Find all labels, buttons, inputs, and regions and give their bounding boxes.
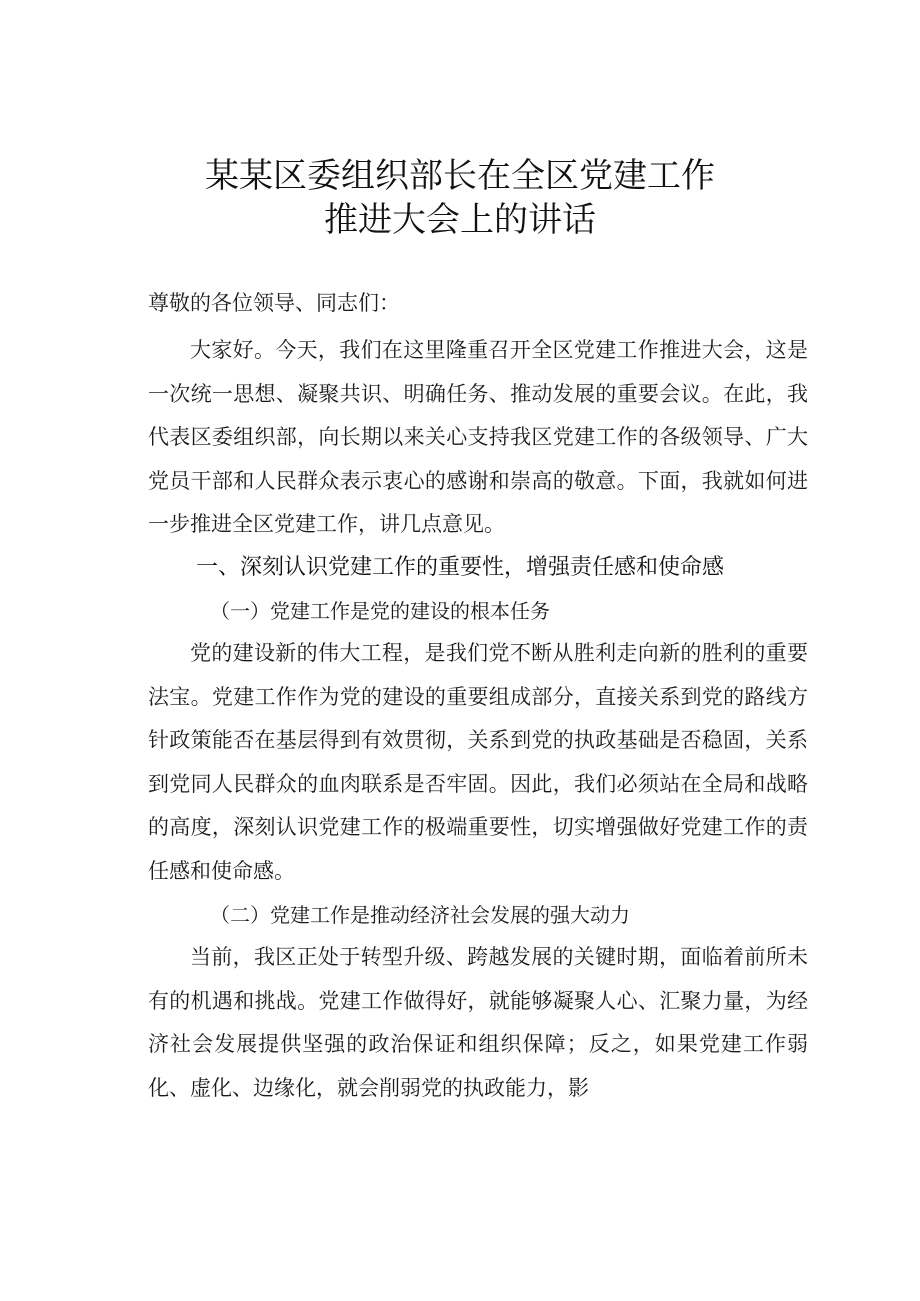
subsection-1-paragraph: 党的建设新的伟大工程，是我们党不断从胜利走向新的胜利的重要法宝。党建工作作为党的建设的重要组成部分，直接关系到党的路线方针政策能否在基层得到有效贯彻，关系到党的执政基础是否稳固，关系到党同人民群众的血肉联系是否牢固。因此，我们必须站在全局和战略的高度，深刻认识党建工作的极端重要性，切实增强做好党建工作的责任感和使命感。 [148,641,808,883]
document-title-line-1: 某某区委组织部长在全区党建工作 [205,156,715,196]
section-heading-1: 一、深刻认识党建工作的重要性，增强责任感和使命感 [196,555,725,580]
salutation: 尊敬的各位领导、同志们： [148,291,400,315]
subsection-heading-1: （一）党建工作是党的建设的根本任务 [210,599,550,623]
subsection-heading-2: （二）党建工作是推动经济社会发展的强大动力 [210,903,630,927]
document-title-line-2: 推进大会上的讲话 [324,200,596,240]
intro-paragraph: 大家好。今天，我们在这里隆重召开全区党建工作推进大会，这是一次统一思想、凝聚共识、明确任务、推动发展的重要会议。在此，我代表区委组织部，向长期以来关心支持我区党建工作的各级领导、广大党员干部和人民群众表示衷心的感谢和崇高的敬意。下面，我就如何进一步推进全区党建工作，讲几点意见。 [148,338,808,536]
subsection-2-paragraph: 当前，我区正处于转型升级、跨越发展的关键时期，面临着前所未有的机遇和挑战。党建工作做得好，就能够凝聚人心、汇聚力量，为经济社会发展提供坚强的政治保证和组织保障；反之，如果党建工作弱化、虚化、边缘化，就会削弱党的执政能力，影 [148,945,808,1100]
